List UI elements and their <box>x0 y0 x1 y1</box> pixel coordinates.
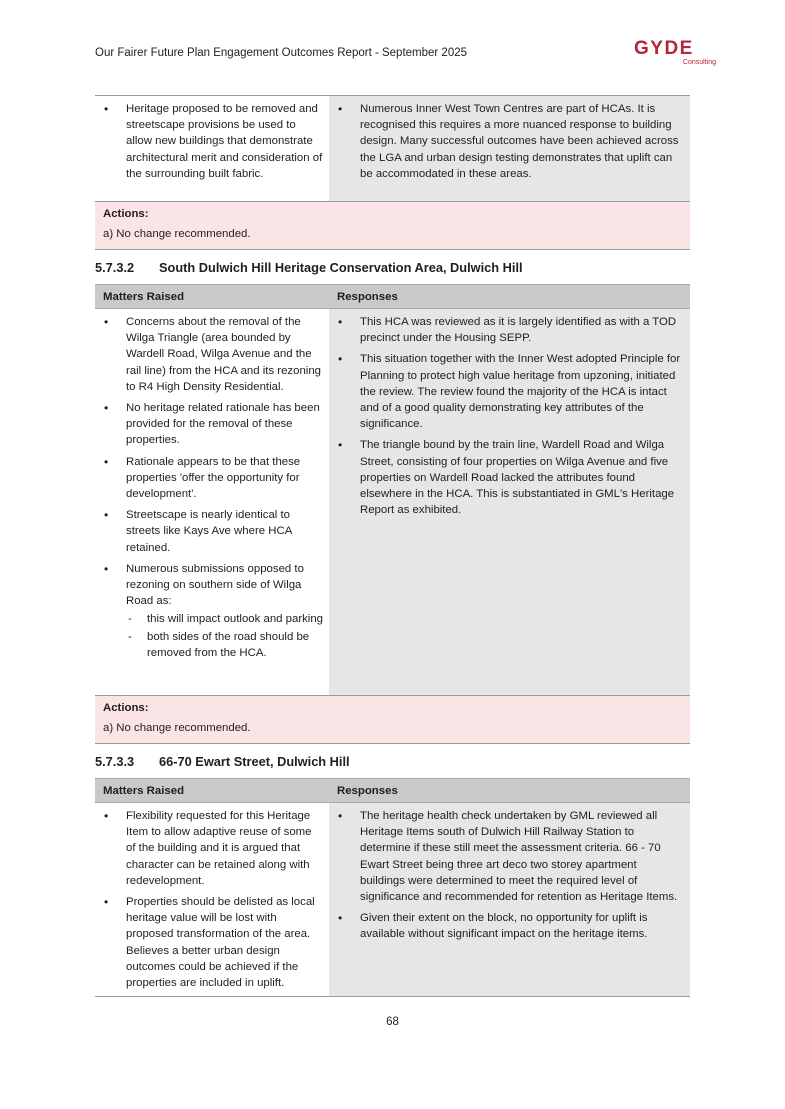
table-header-row <box>95 779 690 803</box>
page-number: 68 <box>386 1016 399 1028</box>
table-row <box>95 803 690 997</box>
column-header-matters: Matters Raised <box>95 285 329 309</box>
list-item: • Concerns about the removal of the Wilga Triangle (area bounded by Wardell Road, Wilga Avenue and the rail line) from the HCA and its rezoning to R4 High Density Residential. <box>101 314 323 395</box>
section-title: 66-70 Ewart Street, Dulwich Hill <box>159 754 350 769</box>
column-header-responses: Responses <box>329 285 690 309</box>
responses-list <box>335 101 684 182</box>
responses-list <box>335 808 684 943</box>
sub-list <box>126 611 323 661</box>
list-item: • Numerous Inner West Town Centres are part of HCAs. It is recognised this requires a more nuanced response to building design. Many successful outcomes have been achieved across the LGA and urban design testing demonstrates that uplift can be accommodated in these areas. <box>335 101 684 182</box>
list-item: • Flexibility requested for this Heritage Item to allow adaptive reuse of some of the building and it is argued that character can be retained along with redevelopment. <box>101 808 323 889</box>
matters-table <box>95 284 690 744</box>
list-item: • No heritage related rationale has been provided for the removal of these properties. <box>101 400 323 449</box>
list-item <box>101 561 323 661</box>
matters-cell <box>95 309 329 696</box>
matters-list <box>101 101 323 182</box>
logo-subtext: Consulting <box>682 59 716 66</box>
actions-text: a) No change recommended. <box>103 228 251 241</box>
gyde-logo <box>634 38 726 70</box>
actions-cell <box>95 202 690 250</box>
section-title: South Dulwich Hill Heritage Conservation Area, Dulwich Hill <box>159 260 523 275</box>
actions-label: Actions: <box>103 702 149 714</box>
list-item: • Given their extent on the block, no opportunity for uplift is available without significant impact on the heritage items. <box>335 910 684 942</box>
actions-cell <box>95 696 690 744</box>
list-item: • Properties should be delisted as local heritage value will be lost with proposed transformation of the area. Believes a better urban design outcomes could be achieved if the properties are included in uplift. <box>101 894 323 991</box>
list-item-text: Numerous submissions opposed to rezoning on southern side of Wilga Road as: <box>126 562 304 608</box>
section-number: 5.7.3.3 <box>95 754 135 769</box>
table-header-row <box>95 285 690 309</box>
section-number: 5.7.3.2 <box>95 260 135 275</box>
section-heading <box>95 754 350 769</box>
list-item: • Streetscape is nearly identical to streets like Kays Ave where HCA retained. <box>101 507 323 556</box>
matters-list <box>101 808 323 991</box>
responses-cell <box>329 309 690 696</box>
responses-cell <box>329 96 690 202</box>
list-item: • Heritage proposed to be removed and streetscape provisions be used to allow new buildings that demonstrate architectural merit and consideration of the surrounding built fabric. <box>101 101 323 182</box>
actions-row <box>95 202 690 250</box>
matters-table <box>95 778 690 997</box>
list-item: • This HCA was reviewed as it is largely identified as with a TOD precinct under the Housing SEPP. <box>335 314 684 346</box>
list-item: • The triangle bound by the train line, Wardell Road and Wilga Street, consisting of four properties on Wilga Avenue and five properties on Wardell Road lacked the attributes found elsewhere in the HCA. This is substantiated in GML's Heritage Report as exhibited. <box>335 437 684 518</box>
sub-list-item: - this will impact outlook and parking <box>126 611 323 627</box>
actions-row <box>95 696 690 744</box>
column-header-matters: Matters Raised <box>95 779 329 803</box>
matters-list <box>101 314 323 661</box>
table-row <box>95 309 690 696</box>
logo-wordmark: GYDE <box>634 38 694 59</box>
actions-label: Actions: <box>103 208 149 220</box>
column-header-responses: Responses <box>329 779 690 803</box>
sub-list-item: - both sides of the road should be removed from the HCA. <box>126 629 323 661</box>
responses-cell <box>329 803 690 997</box>
matters-cell <box>95 803 329 997</box>
actions-text: a) No change recommended. <box>103 722 251 735</box>
list-item: • Rationale appears to be that these properties 'offer the opportunity for development'. <box>101 454 323 503</box>
matters-cell <box>95 96 329 202</box>
table-continued <box>95 95 690 250</box>
document-header-title: Our Fairer Future Plan Engagement Outcomes Report - September 2025 <box>95 47 468 59</box>
list-item: • The heritage health check undertaken by GML reviewed all Heritage Items south of Dulwich Hill Railway Station to determine if these still meet the assessment criteria. 66 - 70 Ewart Street being three art deco two storey apartment buildings were determined to meet the required level of significance and recommended for retention as Heritage Items. <box>335 808 684 905</box>
responses-list <box>335 314 684 518</box>
table-row <box>95 96 690 202</box>
section-heading <box>95 260 523 275</box>
list-item: • This situation together with the Inner West adopted Principle for Planning to protect high value heritage from upzoning, initiated the review. The review found the majority of the HCA is intact and of a good quality demonstrating key attributes of the significance. <box>335 351 684 432</box>
